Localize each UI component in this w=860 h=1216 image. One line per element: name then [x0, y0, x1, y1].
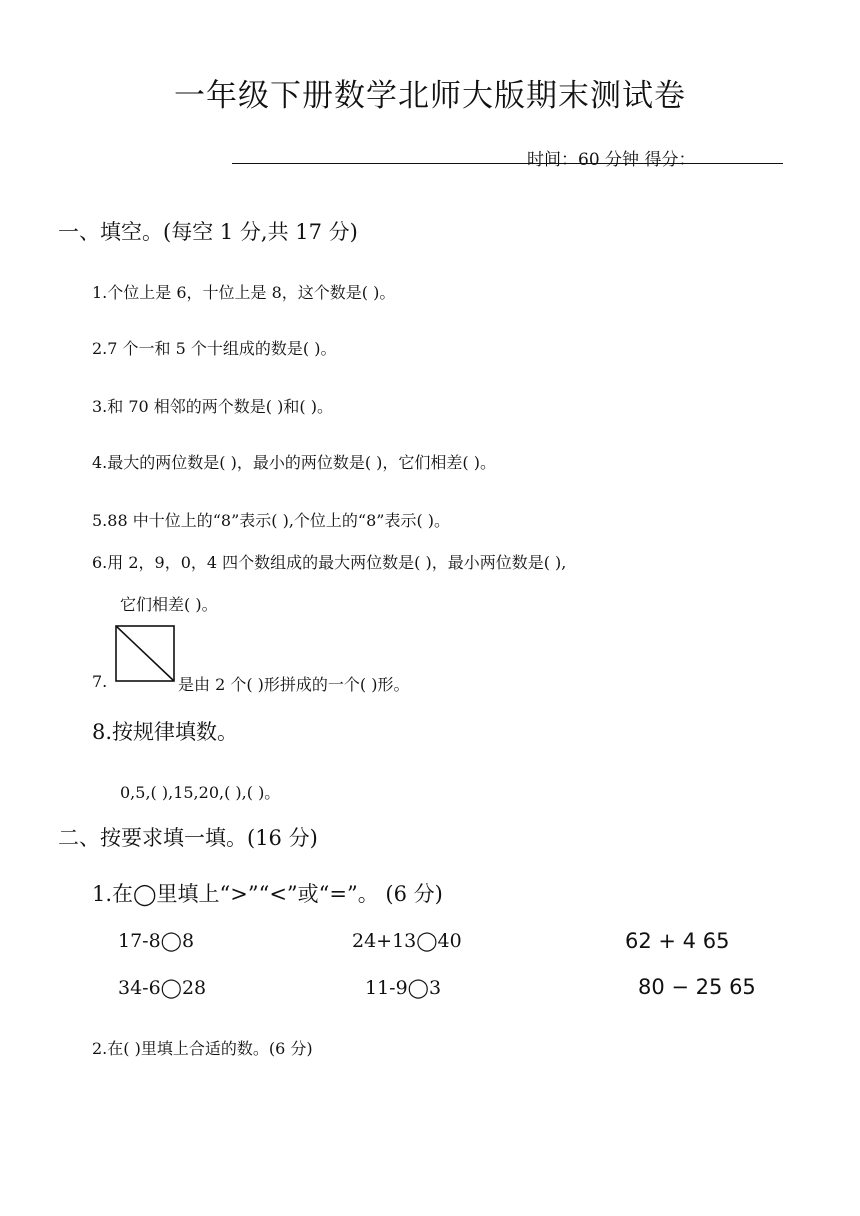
question-1-4: 4.最大的两位数是( )，最小的两位数是( )，它们相差( )。	[92, 453, 496, 472]
compare-17-8: 17-8◯8	[118, 930, 195, 952]
question-1-7-text: 是由 2 个( )形拼成的一个( )形。	[178, 675, 410, 694]
time-score-line: 时间：60 分钟 得分：	[527, 150, 696, 170]
section-1-heading: 一、填空。(每空 1 分,共 17 分)	[58, 220, 358, 244]
question-1-5: 5.88 中十位上的“8”表示( ),个位上的“8”表示( )。	[92, 511, 451, 530]
section-2-heading: 二、按要求填一填。(16 分)	[58, 826, 318, 850]
question-1-2: 2.7 个一和 5 个十组成的数是( )。	[92, 339, 337, 358]
compare-62-4: 62 + 4 65	[625, 929, 730, 953]
question-1-6-line1: 6.用 2，9，0，4 四个数组成的最大两位数是( )，最小两位数是( ),	[92, 553, 567, 572]
question-1-8-heading: 8.按规律填数。	[92, 720, 239, 744]
compare-24-13: 24+13◯40	[352, 930, 462, 952]
compare-11-9: 11-9◯3	[365, 977, 442, 999]
square-diagonal-figure	[115, 625, 175, 682]
question-1-6-line2: 它们相差( )。	[120, 595, 218, 614]
question-1-7-number: 7.	[92, 672, 108, 691]
page-title: 一年级下册数学北师大版期末测试卷	[174, 78, 686, 114]
compare-34-6: 34-6◯28	[118, 977, 207, 999]
question-2-2-heading: 2.在( )里填上合适的数。(6 分)	[92, 1039, 313, 1058]
question-1-3: 3.和 70 相邻的两个数是( )和( )。	[92, 397, 333, 416]
question-2-1-heading: 1.在◯里填上“>”“<”或“=”。 (6 分)	[92, 882, 443, 906]
compare-80-25: 80 − 25 65	[638, 975, 756, 999]
question-1-8-sequence: 0,5,( ),15,20,( ),( )。	[120, 783, 281, 802]
question-1-1: 1.个位上是 6，十位上是 8，这个数是( )。	[92, 283, 396, 302]
header-underline	[232, 163, 783, 164]
